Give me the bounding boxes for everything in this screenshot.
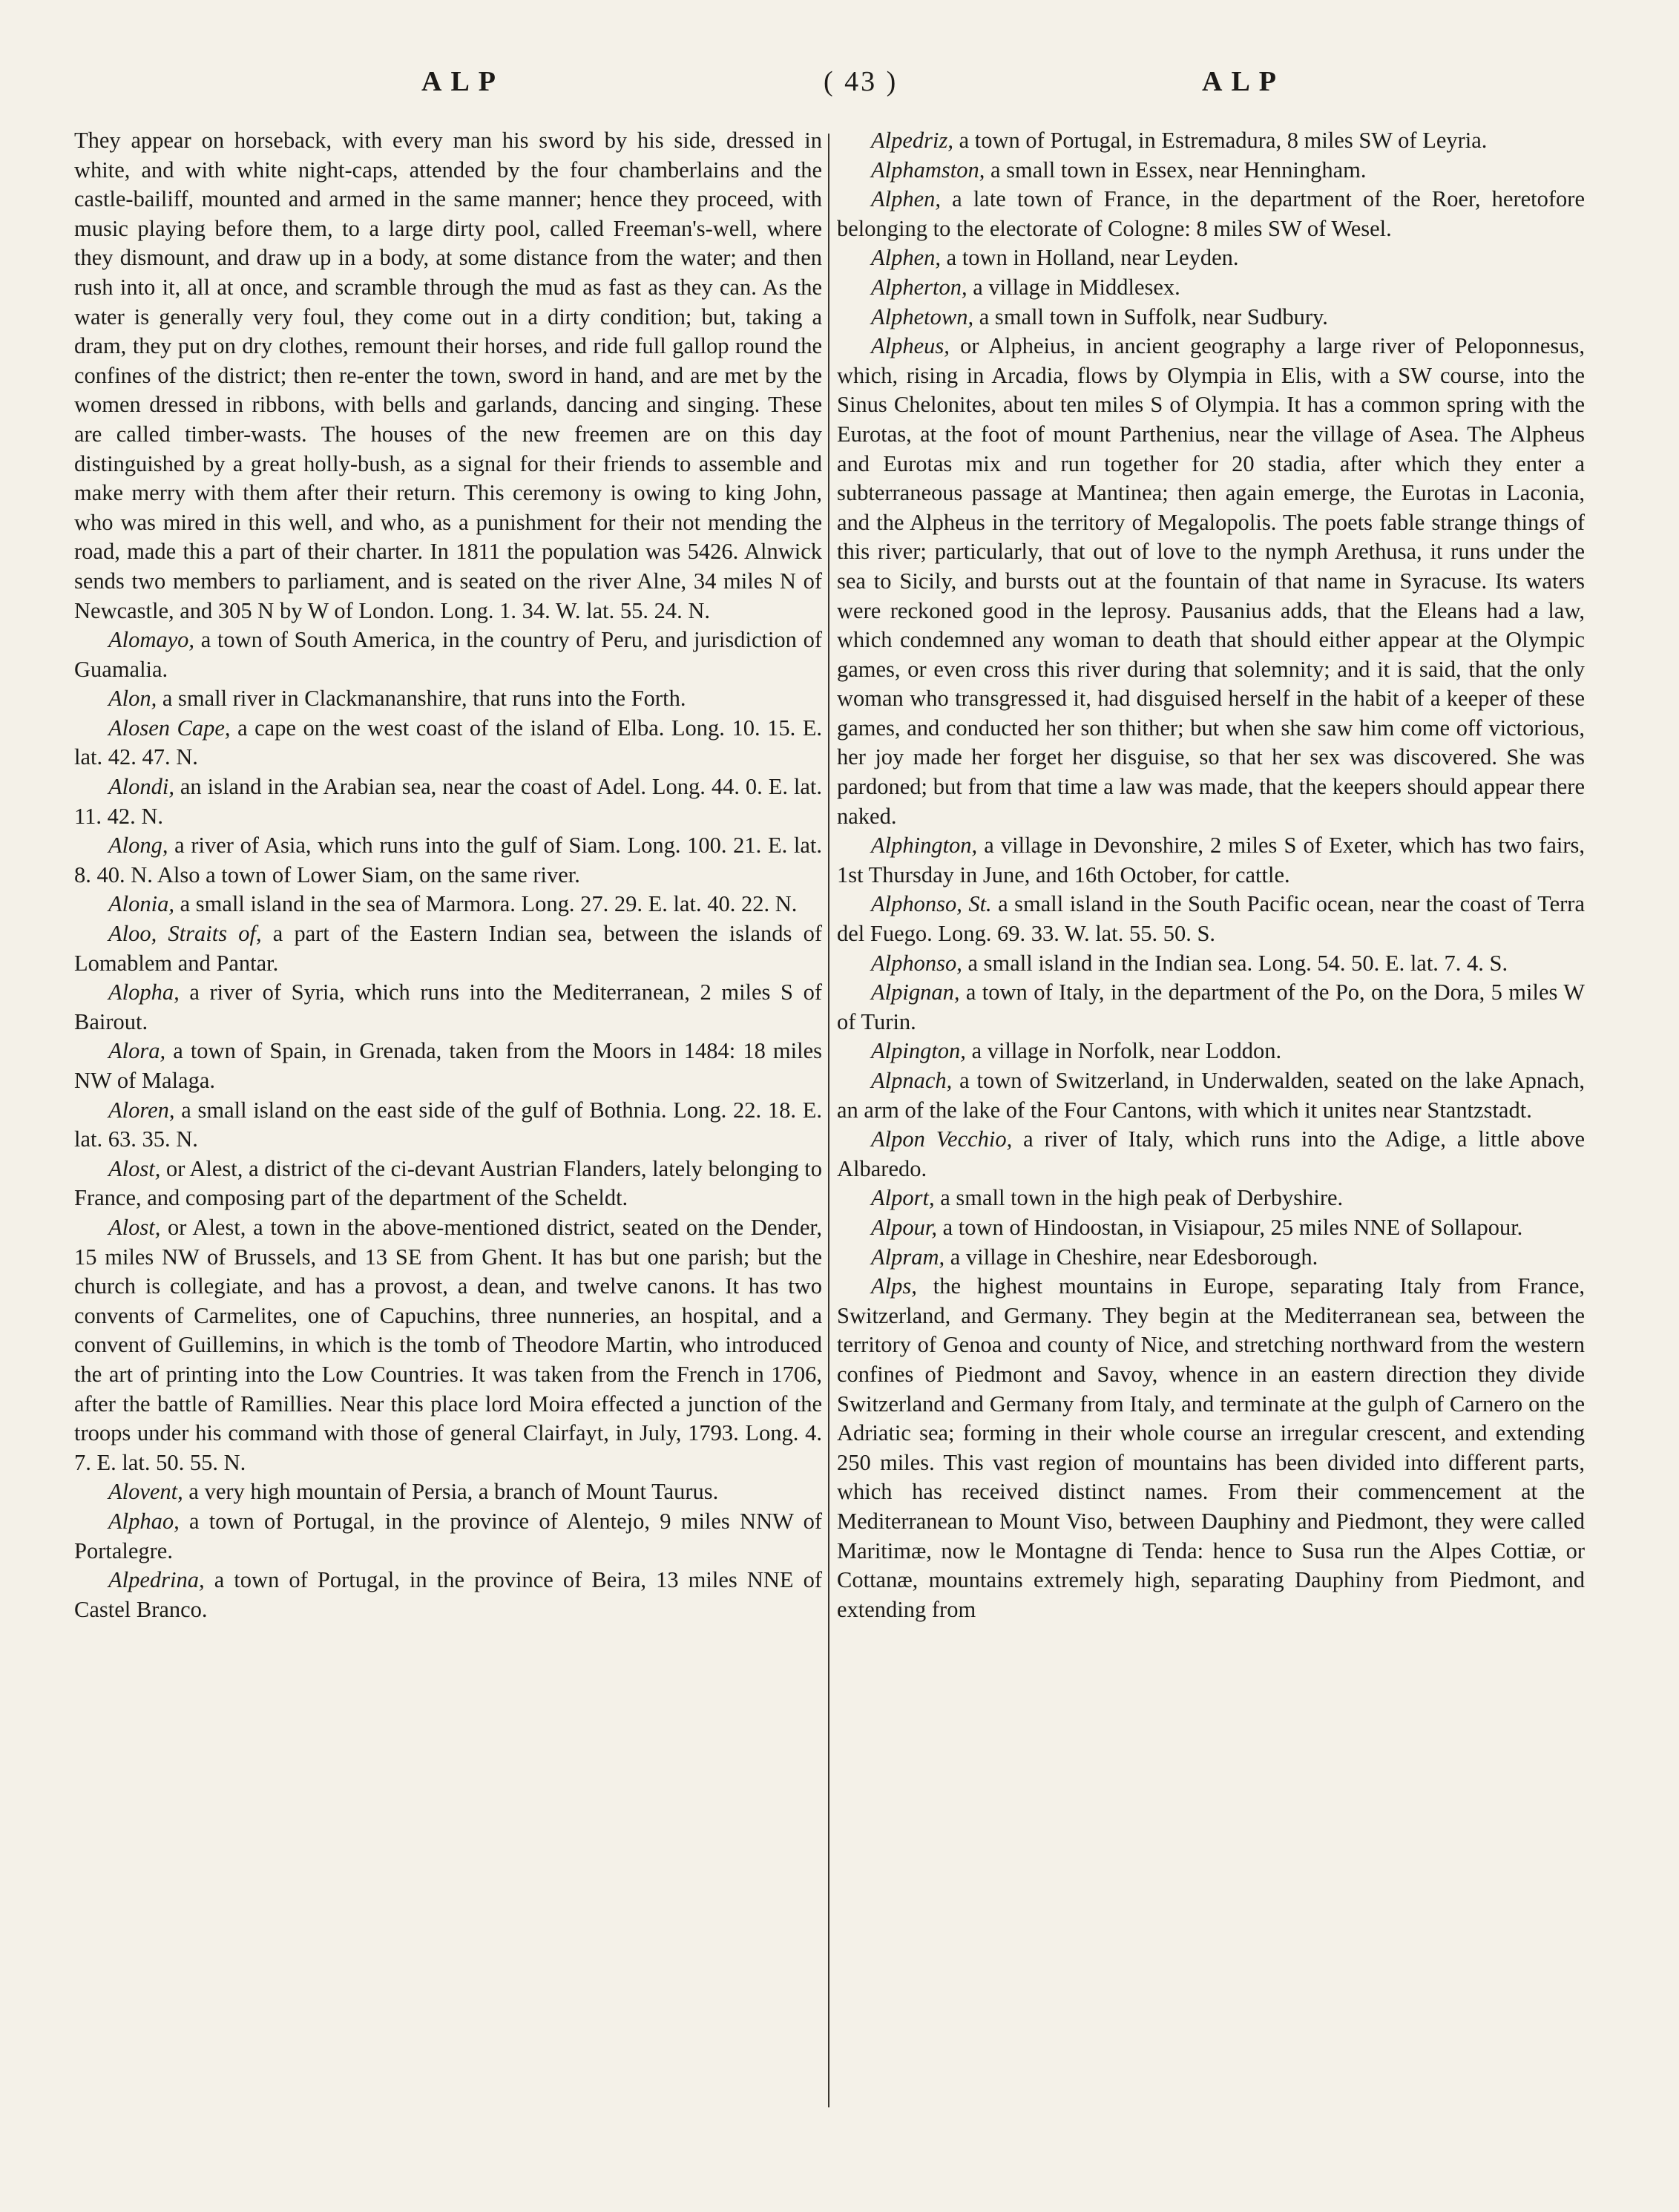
entry-term: Alphamston,: [871, 157, 985, 183]
dictionary-entry: [74, 126, 822, 626]
entry-text: a late town of France, in the department of the Roer, heretofore belonging to the electorate of Cologne: 8 miles SW of Wesel.: [837, 186, 1585, 241]
entry-text: a town of Spain, in Grenada, taken from the Moors in 1484: 18 miles NW of Malaga.: [74, 1038, 822, 1093]
entry-term: Alpon Vecchio,: [871, 1126, 1013, 1152]
entry-term: Alphao,: [108, 1508, 180, 1534]
entry-text: or Alpheius, in ancient geography a large river of Peloponnesus, which, rising in Arcadia, flows by Olympia in Elis, with a SW course, into the Sinus Chelonites, about ten miles S of Olympia. It has a common spring with the Eurotas, at the foot of mount Parthenius, near the village of Asea. The Alpheus and Eurotas mix and run together for 20 stadia, after which they enter a subterraneous passage at Mantinea; then again emerge, the Eurotas in Laconia, and the Alpheus in the territory of Megalopolis. The poets fable strange things of this river; particularly, that out of love to the nymph Arethusa, it runs under the sea to Sicily, and bursts out at the fountain of that name in Syracuse. Its waters were reckoned good in the leprosy. Pausanius adds, that the Eleans had a law, which condemned any woman to death that should either appear at the Olympic games, or even cross this river during that solemnity; and it is said, that the only woman who transgressed it, had disguised herself in the habit of a keeper of these games, and conducted her son thither; but when she saw him come off victorious, her joy made her forget her disguise, so that her sex was discovered. She was pardoned; but from that time a law was made, that the keepers should appear there naked.: [837, 333, 1585, 829]
entry-text: a village in Middlesex.: [967, 274, 1180, 300]
entry-text: a very high mountain of Persia, a branch of Mount Taurus.: [183, 1479, 719, 1505]
dictionary-entry: [74, 1037, 822, 1095]
dictionary-entry: [74, 978, 822, 1037]
entry-term: Alphington,: [871, 833, 978, 859]
dictionary-entry: [74, 714, 822, 772]
entry-term: Aloo, Straits of,: [108, 921, 262, 947]
dictionary-entry: [837, 1213, 1585, 1243]
entry-text: a town of South America, in the country of Peru, and jurisdiction of Guamalia.: [74, 627, 822, 682]
entry-term: Alpour,: [871, 1214, 937, 1240]
header-left-catchword: ALP: [421, 66, 505, 97]
entry-term: Alphen,: [871, 245, 942, 271]
dictionary-entry: [837, 185, 1585, 243]
dictionary-entry: [74, 1507, 822, 1566]
entry-term: Alpheus,: [871, 333, 950, 359]
entry-term: Alost,: [108, 1155, 161, 1181]
entry-term: Alphonso, St.: [871, 891, 992, 917]
entry-term: Alps,: [871, 1273, 917, 1299]
entry-text: a village in Cheshire, near Edesborough.: [944, 1244, 1318, 1270]
entry-text: a small town in Essex, near Henningham.: [985, 157, 1367, 183]
dictionary-entry: [74, 1566, 822, 1624]
entry-term: Alomayo,: [108, 627, 195, 653]
entry-text: a river of Syria, which runs into the Mediterranean, 2 miles S of Bairout.: [74, 979, 822, 1034]
column-divider: [828, 134, 829, 2107]
dictionary-entry: [837, 949, 1585, 979]
entry-text: or Alest, a town in the above-mentioned district, seated on the Dender, 15 miles NW of Brussels, and 13 SE from Ghent. It has but one parish; but the church is collegiate, and has a provost, a dean, and twelve canons. It has two convents of Carmelites, one of Capuchins, three nunneries, an hospital, and a convent of Guillemins, in which is the tomb of Theodore Martin, who introduced the art of printing into the Low Countries. It was taken from the French in 1706, after the battle of Ramillies. Near this place lord Moira effected a junction of the troops under his command with those of general Clairfayt, in July, 1793. Long. 4. 7. E. lat. 50. 55. N.: [74, 1214, 822, 1475]
entry-term: Alovent,: [108, 1479, 183, 1505]
left-column: [74, 126, 822, 1624]
dictionary-entry: [74, 684, 822, 714]
entry-text: a part of the Eastern Indian sea, between the islands of Lomablem and Pantar.: [74, 921, 822, 976]
entry-term: Alost,: [108, 1214, 161, 1240]
entry-text: a small island on the east side of the gulf of Bothnia. Long. 22. 18. E. lat. 63. 35. N.: [74, 1097, 822, 1152]
entry-text: an island in the Arabian sea, near the coast of Adel. Long. 44. 0. E. lat. 11. 42. N.: [74, 774, 822, 829]
dictionary-entry: [74, 1477, 822, 1507]
entry-term: Alphen,: [871, 186, 942, 212]
entry-text: a village in Norfolk, near Loddon.: [965, 1038, 1282, 1064]
entry-text: a town of Portugal, in the province of Beira, 13 miles NNE of Castel Branco.: [74, 1567, 822, 1622]
dictionary-entry: [837, 1037, 1585, 1066]
dictionary-entry: [837, 1184, 1585, 1213]
dictionary-entry: [837, 978, 1585, 1037]
entry-text: They appear on horseback, with every man his sword by his side, dressed in white, and with white night-caps, attended by the four chamberlains and the castle-bailiff, mounted and armed in the same manner; hence they proceed, with music playing before them, to a large dirty pool, called Freeman's-well, where they dismount, and draw up in a body, at some distance from the water; and then rush into it, all at once, and scramble through the mud as fast as they can. As the water is generally very foul, they come out in a dirty condition; but, taking a dram, they put on dry clothes, remount their horses, and ride full gallop round the confines of the district; then re-enter the town, sword in hand, and are met by the women dressed in ribbons, with bells and garlands, dancing and singing. These are called timber-wasts. The houses of the new freemen are on this day distinguished by a great holly-bush, as a signal for their friends to assemble and make merry with them after their return. This ceremony is owing to king John, who was mired in this well, and who, as a punishment for their not mending the road, made this a part of their charter. In 1811 the population was 5426. Alnwick sends two members to parliament, and is seated on the river Alne, 34 miles N of Newcastle, and 305 N by W of London. Long. 1. 34. W. lat. 55. 24. N.: [74, 128, 822, 623]
entry-term: Aloren,: [108, 1097, 175, 1123]
header-right-catchword: ALP: [1202, 66, 1285, 97]
entry-term: Along,: [108, 833, 168, 859]
entry-term: Alpnach,: [871, 1068, 953, 1093]
entry-text: a small island in the sea of Marmora. Long. 27. 29. E. lat. 40. 22. N.: [174, 891, 798, 917]
dictionary-entry: [74, 1155, 822, 1213]
entry-term: Alpignan,: [871, 979, 960, 1005]
dictionary-entry: [837, 1272, 1585, 1624]
entry-text: a river of Italy, which runs into the Adige, a little above Albaredo.: [837, 1126, 1585, 1181]
entry-term: Alpington,: [871, 1038, 966, 1064]
entry-text: a small river in Clackmananshire, that runs into the Forth.: [157, 686, 686, 712]
entry-term: Alpedriz,: [871, 128, 953, 153]
dictionary-entry: [837, 1243, 1585, 1273]
entry-text: a small island in the Indian sea. Long. 54. 50. E. lat. 7. 4. S.: [962, 950, 1508, 976]
entry-text: a cape on the west coast of the island of Elba. Long. 10. 15. E. lat. 42. 47. N.: [74, 715, 822, 770]
dictionary-entry: [74, 831, 822, 890]
entry-text: a village in Devonshire, 2 miles S of Exeter, which has two fairs, 1st Thursday in June, and 16th October, for cattle.: [837, 833, 1585, 887]
entry-term: Alora,: [108, 1038, 166, 1064]
dictionary-entry: [74, 890, 822, 919]
dictionary-entry: [837, 890, 1585, 948]
dictionary-entry: [74, 1096, 822, 1155]
page-header: [74, 65, 1580, 110]
entry-term: Alon,: [108, 686, 157, 712]
entry-text: the highest mountains in Europe, separating Italy from France, Switzerland, and Germany. They begin at the Mediterranean sea, between the territory of Genoa and county of Nice, and stretching northward from the western confines of Piedmont and Savoy, whence in an eastern direction they divide Switzerland and Germany from Italy, and terminate at the gulph of Carnero on the Adriatic sea; forming in their whole course an irregular crescent, and extending 250 miles. This vast region of mountains has been divided into different parts, which has received distinct names. From their commencement at the Mediterranean to Mount Viso, between Dauphiny and Piedmont, they were called Maritimæ, now le Montagne di Tenda: hence to Susa run the Alpes Cottiæ, or Cottanæ, mountains extremely high, separating Dauphiny from Piedmont, and extending from: [837, 1273, 1585, 1622]
entry-term: Alopha,: [108, 979, 180, 1005]
right-column: [837, 126, 1585, 1624]
entry-term: Alport,: [871, 1185, 935, 1211]
entry-text: a town in Holland, near Leyden.: [941, 245, 1239, 271]
dictionary-entry: [837, 1125, 1585, 1184]
dictionary-entry: [837, 273, 1585, 303]
entry-text: a town of Portugal, in the province of Alentejo, 9 miles NNW of Portalegre.: [74, 1508, 822, 1563]
dictionary-entry: [837, 243, 1585, 273]
entry-term: Alpherton,: [871, 274, 967, 300]
dictionary-entry: [74, 772, 822, 831]
entry-term: Alosen Cape,: [108, 715, 231, 741]
entry-text: or Alest, a district of the ci-devant Austrian Flanders, lately belonging to France, and composing part of the department of the Scheldt.: [74, 1155, 822, 1211]
entry-text: a small town in the high peak of Derbyshire.: [934, 1185, 1344, 1211]
dictionary-entry: [837, 156, 1585, 186]
entry-term: Alpram,: [871, 1244, 945, 1270]
entry-term: Alphetown,: [871, 303, 974, 329]
dictionary-entry: [837, 303, 1585, 332]
dictionary-entry: [837, 1066, 1585, 1125]
text-columns: [74, 126, 1585, 2130]
entry-text: a small town in Suffolk, near Sudbury.: [973, 303, 1328, 329]
entry-text: a town of Switzerland, in Underwalden, seated on the lake Apnach, an arm of the lake of the Four Cantons, with which it unites near Stantzstadt.: [837, 1068, 1585, 1123]
dictionary-entry: [837, 332, 1585, 831]
entry-text: a small island in the South Pacific ocean, near the coast of Terra del Fuego. Long. 69. 33. W. lat. 55. 50. S.: [837, 891, 1585, 947]
dictionary-entry: [74, 626, 822, 684]
entry-text: a river of Asia, which runs into the gulf of Siam. Long. 100. 21. E. lat. 8. 40. N. Also a town of Lower Siam, on the same river.: [74, 833, 822, 887]
entry-term: Alpedrina,: [108, 1567, 205, 1593]
dictionary-entry: [74, 919, 822, 978]
dictionary-entry: [837, 831, 1585, 890]
entry-term: Alonia,: [108, 891, 174, 917]
dictionary-entry: [837, 126, 1585, 156]
entry-text: a town of Portugal, in Estremadura, 8 miles SW of Leyria.: [953, 128, 1488, 153]
entry-text: a town of Hindoostan, in Visiapour, 25 miles NNE of Sollapour.: [936, 1214, 1523, 1240]
page-number: ( 43 ): [824, 66, 898, 97]
entry-text: a town of Italy, in the department of the Po, on the Dora, 5 miles W of Turin.: [837, 979, 1585, 1034]
entry-term: Alondi,: [108, 774, 174, 800]
dictionary-entry: [74, 1213, 822, 1477]
entry-term: Alphonso,: [871, 950, 962, 976]
